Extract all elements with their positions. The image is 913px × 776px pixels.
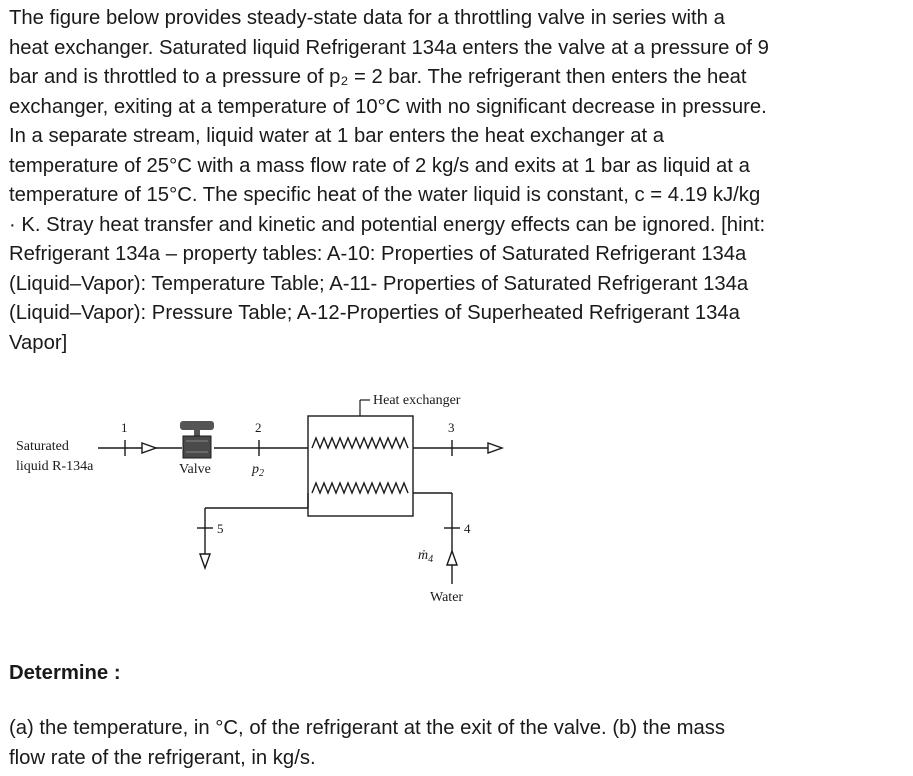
mass-flow-label: ṁ$_4$ [418, 548, 434, 565]
problem-line: temperature of 15°C. The specific heat of the water liquid is constant, c = 4.19 kJ/kg [9, 184, 761, 206]
valve-outlet-pipe [214, 440, 308, 456]
problem-line: Vapor] [9, 331, 68, 354]
problem-line: temperature of 25°C with a mass flow rate of 2 kg/s and exits at 1 bar as liquid at a [9, 154, 750, 177]
problem-line: (Liquid–Vapor): Pressure Table; A-12-Properties of Superheated Refrigerant 134a [9, 302, 740, 324]
state-4-label: 4 [464, 521, 471, 536]
inlet-label: liquid R-134a [16, 459, 94, 474]
problem-line: In a separate stream, liquid water at 1 bar enters the heat exchanger at a [9, 125, 665, 147]
refrigerant-outlet-pipe [413, 440, 502, 456]
heat-exchanger-box [308, 416, 413, 516]
refrigerant-coil [312, 438, 408, 448]
problem-line: · K. Stray heat transfer and kinetic and potential energy effects can be ignored. [hint: [9, 213, 766, 236]
heat-exchanger-label: Heat exchanger [373, 393, 461, 408]
water-label: Water [430, 590, 464, 605]
problem-line: The figure below provides steady-state data for a throttling valve in series with a [9, 7, 725, 29]
system-diagram [0, 380, 913, 620]
water-coil [312, 483, 408, 493]
valve-label: Valve [179, 462, 211, 477]
inlet-pipe [98, 440, 182, 456]
state-1-label: 1 [121, 420, 128, 435]
inlet-label: Saturated [16, 439, 69, 454]
valve-icon [180, 421, 214, 458]
problem-line: exchanger, exiting at a temperature of 10°C with no significant decrease in pressure. [9, 95, 767, 118]
heat-exchanger-label-leader [360, 400, 370, 416]
state-2-label: 2 [255, 420, 262, 435]
problem-line: bar and is throttled to a pressure of p₂ = 2 bar. The refrigerant then enters the heat [9, 66, 747, 88]
problem-line: (Liquid–Vapor): Temperature Table; A-11- Properties of Saturated Refrigerant 134a [9, 272, 749, 295]
pressure-label: $p_2$ [252, 462, 264, 479]
state-5-label: 5 [217, 521, 224, 536]
problem-statement [9, 4, 909, 358]
water-inlet-pipe [413, 493, 460, 584]
question-line: flow rate of the refrigerant, in kg/s. [9, 746, 316, 769]
problem-line: heat exchanger. Saturated liquid Refrigerant 134a enters the valve at a pressure of 9 [9, 36, 769, 59]
determine-heading: Determine : [9, 662, 121, 684]
drain-pipe [197, 493, 308, 568]
question-text [9, 714, 909, 773]
state-3-label: 3 [448, 420, 455, 435]
problem-line: Refrigerant 134a – property tables: A-10: Properties of Saturated Refrigerant 134a [9, 243, 747, 265]
question-line: (a) the temperature, in °C, of the refrigerant at the exit of the valve. (b) the mass [9, 717, 726, 739]
